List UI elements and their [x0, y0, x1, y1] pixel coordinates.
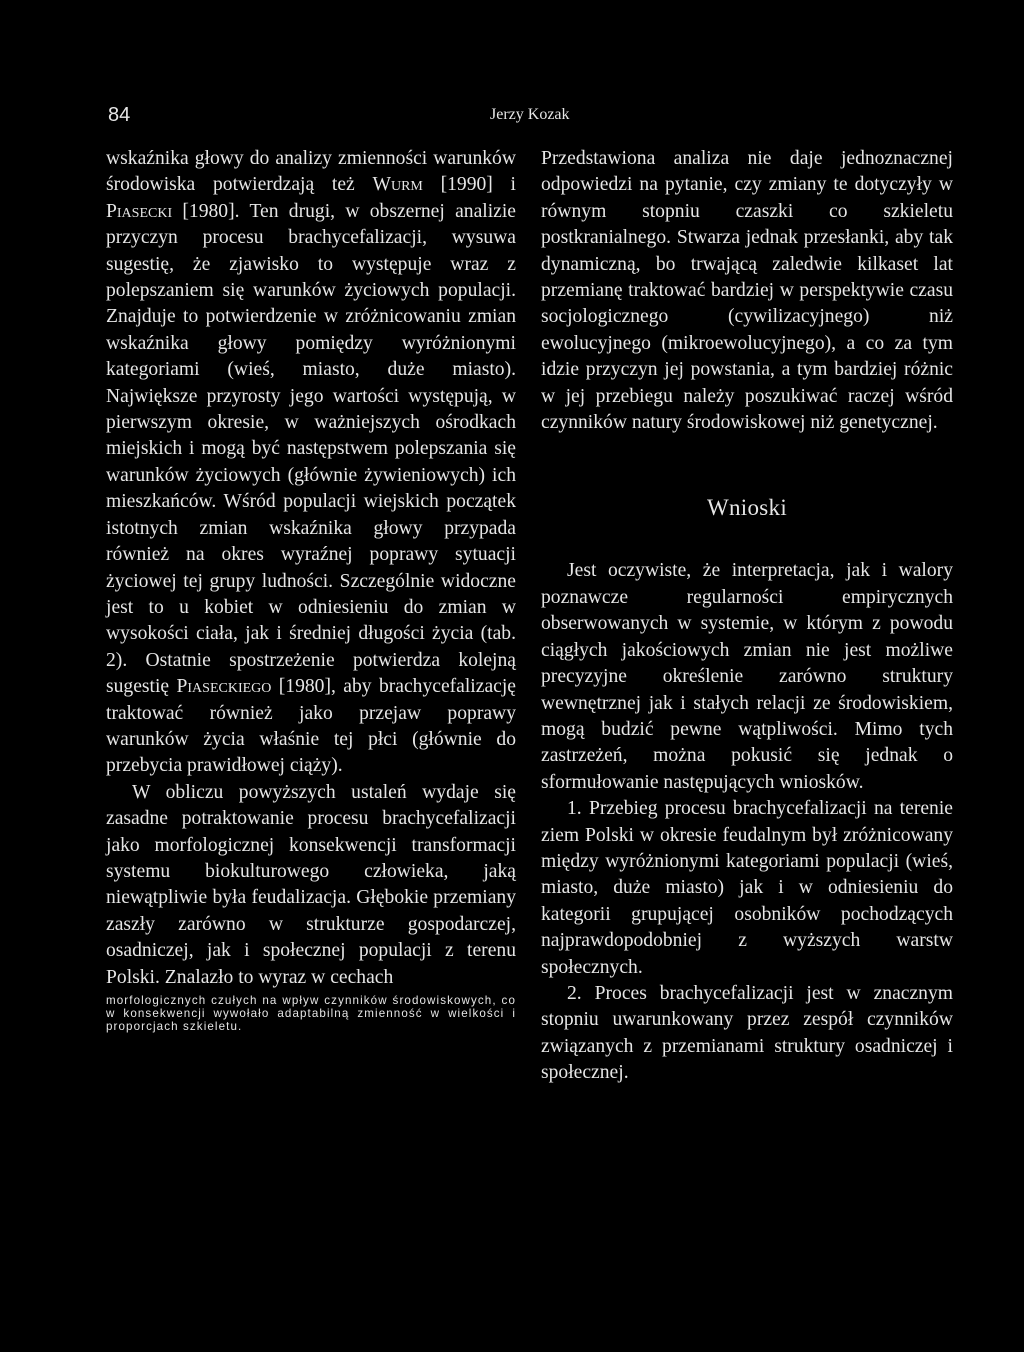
running-head: Jerzy Kozak — [490, 106, 570, 123]
author-piaseckiego: Piaseckiego — [176, 676, 272, 698]
left-p1-text-d: [1980], aby brachycefalizację traktować również jako przejaw poprawy warunków życia właśnie tej płci (głównie do przebycia prawidłowej ciąży). — [106, 676, 516, 777]
right-paragraph-1: Przedstawiona analiza nie daje jednoznacznej odpowiedzi na pytanie, czy zmiany te dotyczyły w równym stopniu czaszki co szkieletu postkranialnego. Stwarza jednak przesłanki, aby tak dynamiczną, bo trwającą zaledwie kilkaset lat przemianę traktować bardziej w perspektywie czasu socjologicznego (cywilizacyjnego) niż ewolucyjnego (mikroewolucyjnego), a co za tym idzie przyczyn jej powstania, a tym bardziej różnic w jej przebiegu należy poszukiwać raczej wśród czynników natury środowiskowej niż genetycznej. — [541, 148, 953, 434]
page-number: 84 — [108, 104, 131, 126]
author-wurm: Wurm — [372, 174, 423, 196]
left-p1-text-b: [1990] i — [422, 174, 516, 196]
right-column — [541, 146, 953, 1087]
section-heading-wnioski: Wnioski — [706, 495, 788, 521]
author-piasecki: Piasecki — [106, 200, 173, 222]
left-column — [106, 146, 516, 1034]
left-p1-text-a: wskaźnika głowy do analizy zmienności warunków środowiska potwierdzają też — [106, 148, 516, 196]
conclusion-1: 1. Przebieg procesu brachycefalizacji na terenie ziem Polski w okresie feudalnym był zróżnicowany między wyróżnionymi kategoriami populacji (wieś, miasto, duże miasto) jak i w odniesieniu do kategorii grupującej osobników pochodzących najprawdopodobniej z wyższych warstw społecznych. — [541, 798, 953, 978]
right-paragraph-2: Jest oczywiste, że interpretacja, jak i walory poznawcze regularności empirycznych obserwowanych w systemie, w którym z powodu ciągłych jakościowych zmian nie jest możliwe precyzyjne określenie zarówno struktury wewnętrznej jak i stałych relacji ze środowiskiem, mogą budzić pewne wątpliwości. Mimo tych zastrzeżeń, można pokusić się jednak o sformułowanie następujących wniosków. — [541, 560, 953, 793]
left-paragraph-1 — [106, 146, 516, 780]
left-p1-text-c: [1980]. Ten drugi, w obszernej analizie przyczyn procesu brachycefalizacji, wysuwa sugestię, że zjawisko to występuje wraz z polepszaniem się warunków życiowych populacji. Znajduje to potwierdzenie w zróżnicowaniu zmian wskaźnika głowy pomiędzy wyróżnionymi kategoriami (wieś, miasto, duże miasto). Największe przyrosty jego wartości występują, w pierwszym okresie, w ważniejszych ośrodkach miejskich i mogą być następstwem polepszania się warunków życiowych (głównie żywieniowych) ich mieszkańców. Wśród populacji wiejskich początek istotnych zmian wskaźnika głowy przypada również na okres wyraźnej poprawy sytuacji życiowej tej grupy ludności. Szczególnie widoczne jest to u kobiet w odniesieniu do zmian w wysokości ciała, jak i średniej długości życia (tab. 2). Ostatnie spostrzeżenie potwierdza kolejną sugestię — [106, 200, 516, 698]
left-paragraph-2: W obliczu powyższych ustaleń wydaje się zasadne potraktowanie procesu brachycefalizacji jako morfologicznej konsekwencji transformacji systemu biokulturowego człowieka, jaką niewątpliwie była feudalizacja. Głębokie przemiany zaszły zarówno w strukturze gospodarczej, osadniczej, jak i społecznej populacji z terenu Polski. Znalazło to wyraz w cechach — [106, 781, 516, 988]
conclusion-2: 2. Proces brachycefalizacji jest w znacznym stopniu uwarunkowany przez zespół czynników związanych z przemianami struktury osadniczej i społecznej. — [541, 982, 953, 1084]
left-paragraph-3: morfologicznych czułych na wpływ czynników środowiskowych, co w konsekwencji wywołało adaptabilną zmienność w wielkości i proporcjach szkieletu. — [106, 994, 516, 1034]
